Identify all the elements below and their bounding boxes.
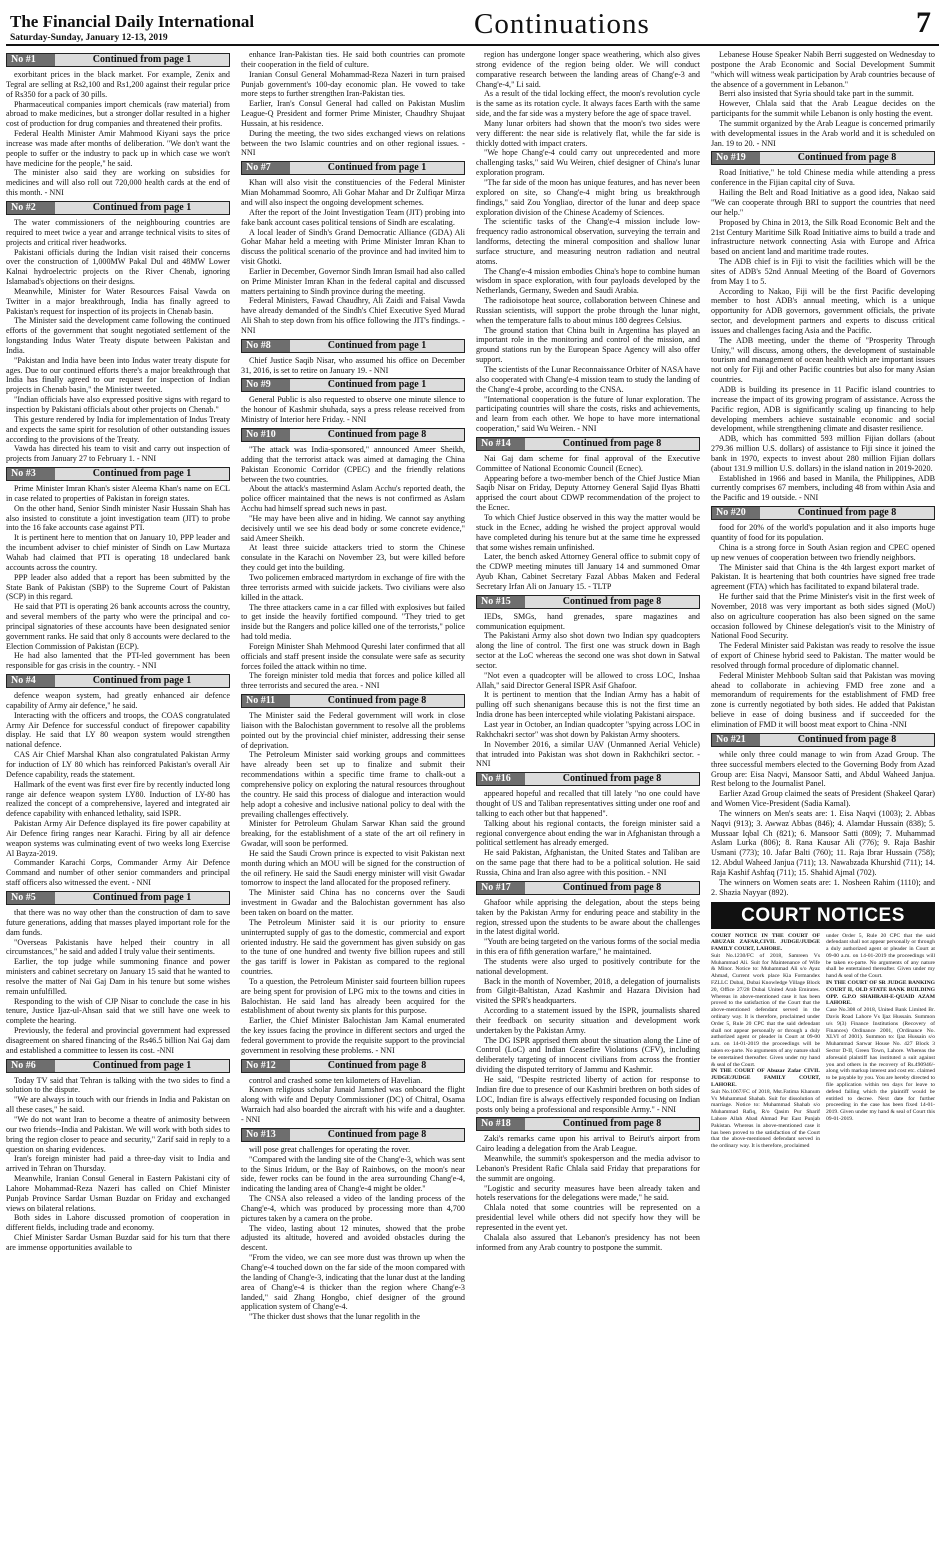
story-paragraph: The CNSA also released a video of the landing process of the Chang'e-4, which was produced by processing more than 4,700 pictures taken by a camera on the probe. [241, 1194, 465, 1223]
story-paragraph: "Not even a quadcopter will be allowed to cross LOC, Inshaa Allah," said Director General ISPR Asif Ghafoor. [476, 670, 700, 690]
story-paragraph: Commander Karachi Corps, Commander Army Air Defence Command and number of other senior commanders and principal staff officers also witnessed the event. - NNI [6, 858, 230, 888]
story-number: No #19 [712, 152, 760, 164]
story-paragraph: region has undergone longer space weathering, which also gives strong evidence of the region being older. We will conduct comparative research between the landing areas of Chang'e-3 and Chang'e-4," Li said. [476, 50, 700, 89]
story-paragraph: The Minister said the development came following the continued efforts of the government that sought negotiated settlement of the longstanding Indus Water Treaty dispute between Pakistan and India. [6, 316, 230, 355]
story-paragraph: "The far side of the moon has unique features, and has never been explored on site, so Chang'e-4 might bring us breakthrough findings," said Zou Yongliao, director of the lunar and deep space exploration division of the Chinese Academy of Sciences. [476, 177, 700, 217]
story-paragraph: After the report of the Joint Investigation Team (JIT) probing into fake bank account cases political tensions of Sindh are escalating. [241, 207, 465, 227]
story-paragraph: The Minister said China has no concerns over the Saudi investment in Gwadar and the Balochistan government has also been taken on board on the matter. [241, 888, 465, 917]
story-paragraph: Pakistan Army Air Defence displayed its fire power capability at Air Defence firing ranges near Karachi. Firing by all air defence weapon systems was culminating event of two weeks long Exercise Al Bayza-2019. [6, 819, 230, 858]
story-number: No #7 [242, 162, 290, 174]
story-header [6, 201, 230, 215]
story-header [711, 733, 935, 747]
story-paragraph: Lebanese House Speaker Nabih Berri suggested on Wednesday to postpone the Arab Economic and Social Development Summit "which will witness weak participation by Arab countries because of the absence of a government in Lebanon." [711, 50, 935, 89]
story-paragraph: that there was no way other than the construction of dam to save future generations, adding that masses played important role for the dam funds. [6, 907, 230, 937]
news-column-1 [6, 50, 230, 1550]
story-paragraph: To a question, the Petroleum Minister said fourteen billion rupees are being spent for provision of LPG mix to the towns and cities in Balochistan. He said land has already been acquired for the establishment of about twenty six plants for this purpose. [241, 976, 465, 1016]
section-title: Continuations [474, 8, 650, 40]
story-paragraph: A local leader of Sindh's Grand Democratic Alliance (GDA) Ali Gohar Mahar held a meeting with Prime Minister Imran Khan to discuss the political scenario of the province and had invited him to visit Ghotki. [241, 227, 465, 267]
story-header [6, 53, 230, 67]
story-paragraph: About the attack's mastermind Aslam Acchu's reported death, the police officer maintained that the news is not confirmed as Aslam Acchu had himself spread such news in past. [241, 484, 465, 514]
news-column-4 [711, 50, 935, 1550]
story-header [711, 151, 935, 165]
story-paragraph: The students were also urged to positively contribute for the national development. [476, 956, 700, 976]
story-paragraph: while only three could manage to win from Azad Group. The three successful members elected to the Governing Body from Azad Group are: Eisa Naqvi, Mansoor Satti, and Abdul Waheed Janjua. Rest belong to the Journalist Panel. [711, 749, 935, 789]
story-continued-label: Continued from page 1 [55, 675, 229, 687]
story-paragraph: Pakistani officials during the Indian visit raised their concerns over the construction of 1,000MW Pakal Dul and 48MW Lower Kalnai hydroelectric projects on the River Chenab, ignoring Islamabad's objections on their designs. [6, 247, 230, 287]
story-paragraph: Later, the bench asked Attorney General office to submit copy of the CDWP meeting minutes till January 14 and summoned Omar Ayub Khan, Cabinet Secretary Fazal Abbas Maken and Federal Secretary Irfan Ali on January 15. - TLTP [476, 552, 700, 591]
story-paragraph: "International cooperation is the future of lunar exploration. The participating countries will share the costs, risks and achievements, and learn from each other. We hope to have more international cooperation," said Wu Weiren. - NNI [476, 394, 700, 434]
story-paragraph: The Minister said the Federal government will work in close liaison with the Balochistan government to resolve all the problems pointed out by the provincial chief minister, addressing their sense of deprivation. [241, 711, 465, 750]
story-paragraph: He said, "Despite restricted liberty of action for response to Indian fire due to presence of our Kashmiri brethren on both sides of LOC, Indian fire is always effectively responded focusing on Indian posts only being a professional and responsible Army." - NNI [476, 1075, 700, 1114]
story-paragraph: "From the video, we can see more dust was thrown up when the Chang'e-4 touched down on the far side of the moon compared with the landing of Chang'e-3, indicating that the lunar dust at the landing area of Chang'e-4 is thicker than the region where Chang'e-3 landed," said Zhang Hongbo, chief designer of the ground application system of Chang'e-4. [241, 1253, 465, 1312]
story-continued-label: Continued from page 1 [55, 54, 229, 66]
story-header [241, 378, 465, 392]
story-paragraph: Two policemen embraced martyrdom in exchange of fire with the three terrorists armed with suicide jackets. Two civilians were also killed in the attack. [241, 572, 465, 602]
court-notice-right [826, 933, 935, 1151]
story-paragraph: Zaki's remarks came upon his arrival to Beirut's airport from Cairo leading a delegation from the Arab League. [476, 1134, 700, 1154]
story-continued-label: Continued from page 8 [525, 1118, 699, 1130]
story-paragraph: In November 2016, a similar UAV (Unmanned Aerial Vehicle) that intruded into Pakistan was shot down in Rakhchikri sector. - NNI [476, 739, 700, 769]
story-paragraph: IEDs, SMGs, hand grenades, spare magazines and communication equipment. [476, 611, 700, 631]
story-paragraph: The ADB chief is in Fiji to visit the facilities which will be the sites of ADB's 52nd Annual Meeting of the Board of Governors from May 1 to 5. [711, 257, 935, 286]
story-paragraph: According to Nakao, Fiji will be the first Pacific developing member to host ADB's annual meeting, which is a unique opportunity for ADB governors, government officials, the private sector, and development partners and experts to discuss critical issues and challenges facing Asia and the Pacific. [711, 286, 935, 335]
story-paragraph: It is pertinent to mention that the Indian Army has a habit of pulling off such shenanigans because this is not the first time an India drone has been intercepted while violating Pakistani airspace. [476, 690, 700, 720]
story-number: No #13 [242, 1129, 290, 1141]
story-paragraph: The Petroleum Minister said it is our priority to ensure uninterrupted supply of gas to the domestic, commercial and export oriented industry. He said the government has given subsidy on gas to the tune of one hundred and twenty five billion rupees and still the gas tariff is lower in Pakistan as compared to the regional countries. [241, 917, 465, 977]
story-header [476, 595, 700, 609]
court-notice-text: Suit No.1230/FC of 2018, Samreen Vs Muhammad Ali. Suit for Maintenance of Wife & Minor. Notice to: Muhammad Ali s/o Ayaz Ahmad, Current work place Kia Formandex FZLLC Dubai, Dubai Knowledge Village Block 20, Office 27/28 Dubai United Arab Emirates. Whereas in above-mentioned case it has been proved to the satisfaction of the Court that the above-mentioned defendant served in the ordinary way. It is therefore, proclaimed under Order 5, Rule 20 CPC that the said defendant shall not appear personally or through a duly authorized agent or pleader in Court at 09-00 a.m. on 14-01-2019 the proceedings will be taken ex-parte. No arguments of any nature shall be entertained thereafter. Given under my hand & seal of the Court. [711, 952, 820, 1068]
story-paragraph: Foreign Minister Shah Mehmood Qureshi later confirmed that all officials and staff present inside the consulate were safe as security forces foiled the attack within no time. [241, 641, 465, 671]
story-continued-label: Continued from page 8 [290, 1060, 464, 1072]
story-paragraph: "He may have been alive and in hiding. We cannot say anything decisively until we see his dead body or some concrete evidence," said Ameer Sheikh. [241, 513, 465, 543]
story-paragraph: On the other hand, Senior Sindh minister Nasir Hussain Shah has also insisted to constitute a joint investigation team (JIT) to probe into the 16 fake accounts case against PTI. [6, 503, 230, 533]
story-paragraph: The summit organized by the Arab League is concerned primarily with developmental issues in the Arab world and it is scheduled on Jan. 19 to 20. - NNI [711, 118, 935, 148]
story-paragraph: Minister for Petroleum Ghulam Sarwar Khan said the ground breaking, for the establishment of a state of the art oil refinery in Gwadar, will soon be performed. [241, 819, 465, 849]
story-paragraph: Earlier, the Chief Minister Balochistan Jam Kamal enumerated the key issues facing the province in different sectors and urged the federal government to provide the requisite support to the provincial government in resolving these problems. - NNI [241, 1016, 465, 1055]
story-paragraph: "Pakistan and India have been into Indus water treaty dispute for ages. Due to our continued efforts there's a major breakthrough that India has finally agreed to our request for inspection of Indian projects in Chenab basin," the Minister tweeted. [6, 355, 230, 395]
story-paragraph: Today TV said that Tehran is talking with the two sides to find a solution to the dispute. [6, 1075, 230, 1095]
story-paragraph: Meanwhile, Minister for Water Resources Faisal Vawda on Twitter in a major breakthrough, India has finally agreed to Pakistan's request for inspection of its projects in Chenab basin. [6, 286, 230, 316]
story-number: No #18 [477, 1118, 525, 1130]
story-paragraph: food for 20% of the world's population and it also imports huge quantity of food for its population. [711, 523, 935, 542]
story-paragraph: "We hope Chang'e-4 could carry out unprecedented and more challenging tasks," said Wu Weiren, chief designer of China's lunar exploration program. [476, 148, 700, 178]
story-paragraph: The scientists of the Lunar Reconnaissance Orbiter of NASA have also cooperated with Chang'e-4 mission team to study the landing of the Chang'e-4 probe, according to the CNSA. [476, 365, 700, 394]
story-paragraph: Meanwhile, Iranian Consul General in Eastern Pakistani city of Lahore Mohammad-Reza Nazeri has called on Chief Minister Punjab Province Sardar Usman Buzdar on Friday and exchanged views on bilateral relations. [6, 1174, 230, 1213]
story-paragraph: Many lunar orbiters had shown that the moon's two sides were very different: the near side is relatively flat, while the far side is thickly dotted with impact craters. [476, 118, 700, 148]
story-header [476, 1117, 700, 1131]
story-number: No #21 [712, 734, 760, 746]
story-number: No #17 [477, 882, 525, 894]
story-paragraph: Earlier in December, Governor Sindh Imran Ismail had also called on Prime Minister Imran Khan in the federal capital and discussed matters pertaining to Sindh province during the meeting. [241, 266, 465, 296]
court-notice-left [711, 933, 820, 1151]
story-paragraph: The video, lasting about 12 minutes, showed that the probe adjusted its altitude, hovered and avoided obstacles during the descent. [241, 1223, 465, 1253]
story-paragraph: will pose great challenges for operating the rover. [249, 1144, 411, 1154]
court-notice-text: under Order 5, Rule 20 CPC that the said defendant shall not appear personally or through a duly authorized agent or pleader in Court at 09-00 a.m. on 14-01-2019 the proceedings will be taken ex-parte. No arguments of any nature shall be entertained thereafter. Given under my hand & seal of the Court. [826, 932, 935, 980]
story-paragraph: At least three suicide attackers tried to storm the Chinese consulate in the Karachi on November 23, but were killed before they could get into the building. [241, 543, 465, 573]
story-paragraph: "Logistic and security measures have been already taken and hotels reservations for the delegations were made," he said. [476, 1183, 700, 1203]
story-paragraph: To which Chief Justice observed in this way the matter would be stuck in the Ecnec, adding he wished the project approval would have completed during his tenure but at the same time he expressed that some wishes remain unfinished. [476, 512, 700, 552]
story-continued-label: Continued from page 8 [525, 773, 699, 785]
story-paragraph: Chlala noted that some countries will be represented on a presidential level while others did not specify how they will be represented in the event yet. [476, 1203, 700, 1232]
story-paragraph: Earlier, Iran's Consul General had called on Pakistan Muslim League-Q President and former Prime Minister, Chaudhry Shujaat Hussain, at his residence. [241, 99, 465, 128]
story-paragraph: He further said that the Prime Minister's visit in the first week of November, 2018 was very important as both sides signed (MoU) also on agriculture cooperation has also been signed on the same occasion followed by Chinese delegation's visit to the Ministry of National Food Security. [711, 592, 935, 641]
story-continued-label: Continued from page 8 [760, 507, 934, 519]
story-paragraph: Chief Minister Sardar Usman Buzdar said for his turn that there are immense opportunities available to [6, 1233, 230, 1252]
story-continued-label: Continued from page 8 [290, 429, 464, 441]
story-continued-label: Continued from page 1 [55, 468, 229, 480]
story-header [6, 674, 230, 688]
story-header [476, 437, 700, 451]
story-paragraph: Iran's foreign minister had paid a three-day visit to India and arrived in Tehran on Thursday. [6, 1154, 230, 1174]
story-paragraph: Back in the month of November, 2018, a delegation of journalists from Gilgit-Baltistan, Azad Kashmir and Hazara Division had visited the SPR's headquarters. [476, 976, 700, 1006]
story-number: No #1 [7, 54, 55, 66]
story-continued-label: Continued from page 1 [55, 892, 229, 904]
story-paragraph: Road Initiative," he told Chinese media while attending a press conference in the Fijian capital city of Suva. [711, 168, 935, 188]
story-paragraph: The Federal Minister said Pakistan was ready to resolve the issue of export of Chinese hybrid seed to Pakistan. The matter would be resolved through formal procedure of diplomatic channel. [711, 641, 935, 670]
story-paragraph: He had also lamented that the PTI-led government has been responsible for gas crisis in the country. - NNI [6, 651, 230, 671]
story-header [241, 428, 465, 442]
story-paragraph: He said the Saudi Crown prince is expected to visit Pakistan next month during which an MOU will be signed for the construction of the oil refinery. He said the Saudi energy minister will visit Gwadar tomorrow to inspect the land allocated for the proposed refinery. [241, 848, 465, 888]
story-paragraph: Last year in October, an Indian quadcopter "spying across LOC in Rakhchakri sector" was shot down by Pakistan Army shooters. [476, 720, 700, 739]
story-paragraph: "We do not want Iran to become a theatre of animosity between our two friends--India and Pakistan. We will work with both sides to bring the region closer to peace and security," Zarif said in reply to a question on sharing evidences. [6, 1115, 230, 1154]
story-paragraph: He said that PTI is operating 26 bank accounts across the country, and several members of the party who were the principal and co-principal signatories of these accounts have been designated senior government ranks. He said that only 8 accounts were declared to the Election Commission of Pakistan (ECP). [6, 602, 230, 651]
story-paragraph: "The thicker dust shows that the lunar regolith in the [249, 1312, 420, 1322]
story-paragraph: Responding to the wish of CJP Nisar to conclude the case in his tenure, Justice Ijaz-ul-Ahsan said that we still have one week to complete the hearing. [6, 996, 230, 1026]
story-paragraph: The winners on Women seats are: 1. Nosheen Rahim (1110); and 2. Shazia Nayyar (892). [711, 877, 935, 897]
story-header [241, 161, 465, 175]
story-number: No #5 [7, 892, 55, 904]
story-continued-label: Continued from page 8 [760, 152, 934, 164]
story-continued-label: Continued from page 8 [760, 734, 934, 746]
newspaper-name: The Financial Daily International [10, 12, 255, 31]
story-paragraph: The water commissioners of the neighbouring countries are required to meet twice a year and arrange technical visits to sites of projects and critical river headworks. [6, 217, 230, 247]
story-paragraph: General Public is also requested to observe one minute silence to the honour of Kashmir shuhada, says a press release received from Ministry of Interior here Friday. - NNI [241, 395, 465, 425]
story-paragraph: Interacting with the officers and troops, the COAS congratulated Army Air Defence for successful conduct of firepower capability display. He said that LY 80 weapon system would strengthen national defence. [6, 710, 230, 750]
story-paragraph: Pharmaceutical companies import chemicals (raw material) from abroad to make medicines, but a stronger dollar resulted in a higher cost of production for drug companies and threatened their profits. [6, 99, 230, 129]
story-continued-label: Continued from page 8 [290, 695, 464, 707]
story-paragraph: Proposed by China in 2013, the Silk Road Economic Belt and the 21st Century Maritime Silk Road Initiative aims to build a trade and infrastructure network connecting Asia with Europe and Africa based on ancient land and maritime trade routes. [711, 217, 935, 257]
story-paragraph: Both sides in Lahore discussed promotion of cooperation in different fields, including trade and economy. [6, 1213, 230, 1233]
court-notices [711, 933, 935, 1151]
story-paragraph: Khan will also visit the constituencies of the Federal Minister Mian Mohammad Soomro, Ali Gohar Mahar and Dr Zulfiqar Mirza and will also inspect the ongoing development schemes. [241, 178, 465, 207]
story-paragraph: During the meeting, the two sides exchanged views on relations between the two Islamic countries and on other regional issues. - NNI [241, 128, 465, 158]
news-column-3 [476, 50, 700, 1550]
column-4-stories [711, 50, 935, 898]
story-paragraph: control and crashed some ten kilometers of Havelian. [249, 1075, 423, 1085]
story-paragraph: Federal Minister Mehboob Sultan said that Pakistan was moving ahead to collaborate in achieving FMD free zone and a memorandum of requirements for the establishment of FMD free zone is currently negotiated by both sides. He added that Pakistan believe in ease of doing business and if succeeded for the elimination of FMD it will boost meat export to China -NNI [711, 670, 935, 729]
story-header [6, 1059, 230, 1073]
story-paragraph: The ground station that China built in Argentina has played an important role in the monitoring and control of the mission, and ground stations run by the European Space Agency will also offer support. [476, 325, 700, 365]
story-number: No #15 [477, 596, 525, 608]
story-header [241, 694, 465, 708]
story-number: No #4 [7, 675, 55, 687]
story-number: No #3 [7, 468, 55, 480]
story-number: No #9 [242, 379, 290, 391]
story-paragraph: The ADB meeting, under the theme of "Prosperity Through Unity," will discuss, among others, the development of sustainable tourism and management of ocean health which are important issues not only for Fiji and other Pacific countries but also for many Asian countries. [711, 335, 935, 385]
story-paragraph: Hallmark of the event was first ever fire by recently inducted long range air defence weapon system LY80. Induction of LY-80 has realized the concept of a comprehensive, layered and integrated air defence capability with enhanced lethality, said ISPR. [6, 779, 230, 819]
story-paragraph: Vawda has directed his team to visit and carry out inspection of projects from January 27 to February 1. - NNI [6, 444, 230, 464]
story-paragraph: Earlier, the top judge while summoning finance and power ministers and cabinet secretary on January 15 said that he wanted to resolve the matter of Nai Gaj Dam in his tenure but some wishes remain unfulfilled. [6, 957, 230, 996]
story-number: No #16 [477, 773, 525, 785]
story-paragraph: The DG ISPR apprised them about the situation along the Line of Control (LoC) and Indian Ceasefire Violations (CFV), including deliberately targeting of innocent civilians from across the frontier dividing the disputed territory of Jammu and Kashmir. [476, 1035, 700, 1075]
story-paragraph: CAS Air Chief Marshal Khan also congratulated Pakistan Army for induction of LY 80 which has reinforced Pakistan's overall Air Defence capability, reads the statement. [6, 750, 230, 779]
story-paragraph: "The attack was India-sponsored," announced Ameer Sheikh, adding that the terrorist attack was aimed at damaging the China Pakistan Economic Corridor (CPEC) and the friendly relations between the two countries. [241, 445, 465, 484]
story-paragraph: He said Pakistan, Afghanistan, the United States and Taliban are on the same page that there had to be a political solution. He said Russia, China and Iran also agree with this position. - NNI [476, 848, 700, 877]
issue-date: Saturday-Sunday, January 12-13, 2019 [10, 33, 168, 43]
story-paragraph: Appearing before a two-member bench of the Chief Justice Mian Saqib Nisar on Friday, Deputy Attorney General Sajid Ilyas Bhatti apprised the court about CDWP recommendation of the project to the Ecnec. [476, 473, 700, 513]
story-paragraph: The scientific tasks of the Chang'e-4 mission include low-frequency radio astronomical observation, surveying the terrain and landforms, detecting the mineral composition and shallow lunar surface structure, and measuring neutron radiation and neutral atoms. [476, 217, 700, 266]
story-number: No #12 [242, 1060, 290, 1072]
court-notice-title: IN THE COURT OF Abuzar Zafar CIVIL JUDGE/JUDGE FAMILY COURT, LAHORE. [711, 1068, 820, 1089]
story-paragraph: PPP leader also added that a report has been submitted by the State Bank of Pakistan (SBP) to the Supreme Court of Pakistan (SCP) in this regard. [6, 572, 230, 602]
story-number: No #11 [242, 695, 290, 707]
story-paragraph: Berri also insisted that Syria should take part in the summit. [719, 89, 914, 99]
court-notice-text: Case No.308 of 2018, United Bank Limited Br. Davis Road Lahore Vs Ijaz Hussain. Summon u/s 9(3) Finance Institutions (Recovery of Finances) Ordinance 2001, (Ordinance No. XLVI of 2001). Summon to: Ijaz Hussain s/o Muhammad Sarwar House No. 427 Block 3 Sector D-II, Green Town, Lahore. Whereas the aforesaid plaintiff has instituted a suit against you and others in the recovery of Rs.490946/- along with markup interest and cost etc. claimed to be payable by you. You are hereby directed to file application within ten days for leave to defend failing which the plaintiff would be entitled to decree. Next date for further proceeding in the case has been fixed 14-01-2019. Given under my hand & seal of Court this 09-01-2019. [826, 1007, 935, 1123]
story-paragraph: Prime Minister Imran Khan's sister Aleema Khan's name on ECL in case related to properties of Pakistan in foreign states. [6, 484, 230, 503]
story-header [6, 891, 230, 905]
story-header [241, 339, 465, 353]
story-paragraph: Ghafoor while apprising the delegation, about the steps being taken by the Pakistan Army for enduring peace and stability in the region, stressed upon the students to be aware about the challenges in the latest digital world. [476, 897, 700, 937]
story-paragraph: The winners on Men's seats are: 1. Eisa Naqvi (1003); 2. Abbas Naqvi (913); 3. Awwaz Abbas (846); 4. Alamdar Hussain (838); 5. Mussaar Iqbal Ch (821); 6. Mansoor Satti (809); 7. Muhammad Aslam Lurka (806); 8. Rana Kausar Ali (776); 9. Raja Bashir Usmani (773); 10. Jafar Balti (760); 11. Raja Ibrar Hussain (758); 12. Abdul Waheed Janjua (711); 13. Nawabzada Khurshid (711); 14. Raja Kashif Ashfaq (711); 15. Shahid Ajmal (702). [711, 808, 935, 877]
story-paragraph: Chalala also assured that Lebanon's presidency has not been informed from any Arab country to postpone the summit. [476, 1232, 700, 1252]
story-paragraph: exorbitant prices in the black market. For example, Zenix and Tegral are selling at Rs2,100 and Rs1,200 against their regular price of Rs350 for a pack of 30 pills. [6, 70, 230, 99]
story-paragraph: Established in 1966 and based in Manila, the Philippines, ADB currently comprises 67 members, including 48 from within Asia and the Pacific and 19 outside. - NNI [711, 473, 935, 503]
story-paragraph: defence weapon system, had greatly enhanced air defence capability of Army air defence," he said. [6, 691, 230, 710]
story-paragraph: The foreign minister told media that forces and police killed all three terrorists and secured the area. - NNI [241, 671, 465, 691]
story-paragraph: However, Chlala said that the Arab League decides on the participants for the summit while Lebanon is only hosting the event. [711, 99, 935, 119]
story-continued-label: Continued from page 1 [290, 379, 464, 391]
page-number: 7 [916, 6, 931, 39]
story-paragraph: The radioisotope heat source, collaboration between Chinese and Russian scientists, will support the probe through the lunar night, when the temperature falls to about minus 180 degrees Celsius. [476, 296, 700, 325]
story-paragraph: ADB, which has committed 593 million Fijian dollars (about 279.36 million U.S. dollars) of assistance to Fiji since it joined the bank in 1970, expects to invest about 280 million Fijian dollars (about 131.9 million U.S. dollars) in the island nation in 2019-2020. [711, 434, 935, 473]
story-paragraph: Talking about his regional contacts, the foreign minister said a regional convergence about ending the war in Afghanistan through a political settlement has already emerged. [476, 818, 700, 848]
story-continued-label: Continued from page 8 [525, 438, 699, 450]
story-paragraph: It is pertinent here to mention that on January 10, PPP leader and the incumbent adviser to chief minister of Sindh on Law Murtaza Wahab had claimed that PTI is operating 18 undeclared bank accounts across the country. [6, 533, 230, 572]
story-header [241, 1059, 465, 1073]
story-continued-label: Continued from page 8 [525, 596, 699, 608]
story-number: No #8 [242, 340, 290, 352]
story-header [241, 1128, 465, 1142]
story-paragraph: The three attackers came in a car filled with explosives but failed to get inside the heavily fortified compound. "They tried to get inside but the Rangers and police killed one of the terrorists," police had told media. [241, 602, 465, 642]
story-paragraph: The Pakistani Army also shot down two Indian spy quadcopters along the line of control. The first one was struck down in Bagh sector at the LoC whereas the second one was shot down in Satwal sector. [476, 631, 700, 670]
story-paragraph: Nai Gaj dam scheme for final approval of the Executive Committee of National Economic Council (Ecnec). [476, 453, 700, 473]
story-paragraph: China is a strong force in South Asian region and CPEC opened up new venues of cooperation between two friendly neighbors. [711, 542, 935, 562]
story-header [6, 467, 230, 481]
story-paragraph: "We are always in touch with our friends in India and Pakistan on all these cases," he said. [6, 1095, 230, 1115]
story-paragraph: According to a statement issued by the ISPR, journalists shared their feedback on security situation and development work undertaken by the Pakistan Army. [476, 1006, 700, 1035]
story-paragraph: Meanwhile, the summit's spokesperson and the media advisor to Lebanon's President Rafic Chlala said Friday that preparations for the summit are ongoing. [476, 1154, 700, 1183]
story-continued-label: Continued from page 8 [525, 882, 699, 894]
story-continued-label: Continued from page 1 [55, 1060, 229, 1072]
news-column-2 [241, 50, 465, 1550]
story-number: No #6 [7, 1060, 55, 1072]
story-continued-label: Continued from page 8 [290, 1129, 464, 1141]
story-paragraph: enhance Iran-Pakistan ties. He said both countries can promote their cooperation in the field of culture. [241, 50, 465, 69]
court-notices-heading: COURT NOTICES [711, 902, 935, 929]
story-paragraph: This gesture rendered by India for implementation of Indus Treaty and expects the same spirit for resolution of other outstanding issues according to the provisions of the Treaty. [6, 414, 230, 444]
story-continued-label: Continued from page 1 [290, 340, 464, 352]
story-paragraph: appeared hopeful and recalled that till lately "no one could have thought of US and Taliban representatives sitting under one roof and talking to each other but that happened". [476, 789, 700, 818]
story-continued-label: Continued from page 1 [290, 162, 464, 174]
story-paragraph: "Indian officials have also expressed positive signs with regard to inspection by Pakistani officials about other projects on Chenab." [6, 395, 230, 414]
story-paragraph: Previously, the federal and provincial government had expressed disagreement on shared financing of the Rs46.5 billion Nai Gaj dam and established a committee to lessen its cost. -NNI [6, 1026, 230, 1055]
court-notice-text: Suit No.1067/FC of 2018, Mst.Fatima Khanum Vs Muhammad Shahab. Suit for dissolution of marriage. Notice to: Muhammad Shahab s/o Muhammad Rafiq, R/o Qasim Pur Sharif Lahore Allah Abad Ahmad Pur East Punjab Pakistan. Whereas in above-mentioned case it has been proved to the satisfaction of the Court that the above-mentioned defendant served in the ordinary way. It is therefore, proclaimed [711, 1088, 820, 1150]
story-paragraph: As a result of the tidal locking effect, the moon's revolution cycle is the same as its rotation cycle. It always faces Earth with the same side, and the far side was a mystery before the age of space travel. [476, 89, 700, 119]
story-number: No #20 [712, 507, 760, 519]
story-paragraph: Iranian Consul General Mohammad-Reza Nazeri in turn praised Punjab government's 100-day economic plan. He vowed to take more steps to further strengthen Iran-Pakistan ties. [241, 69, 465, 99]
story-paragraph: The minister also said they are working on subsidies for medicines and will also roll out 720,000 health cards at the end of this month. - NNI [6, 168, 230, 198]
story-paragraph: Federal Ministers, Fawad Chaudhry, Ali Zaidi and Faisal Vawda have already demanded of the Sindh's Chief Executive Syed Murad Ali Shah to step down from his office following the JIT's findings. - NNI [241, 296, 465, 335]
story-paragraph: Chief Justice Saqib Nisar, who assumed his office on December 31, 2016, is set to retire on January 19. - NNI [241, 355, 465, 375]
story-header [476, 881, 700, 895]
story-number: No #14 [477, 438, 525, 450]
story-paragraph: The Petroleum Minister said working groups and committees have already been set up to finalize and submit their recommendations within a specific time frame to chalk-out a comprehensive policy on exploring the natural resources throughout the country. He said this process of dialogue and interaction would help adopt a cohesive and inclusive national policy to deal with the prevailing challenges effectively. [241, 750, 465, 819]
story-number: No #10 [242, 429, 290, 441]
story-continued-label: Continued from page 1 [55, 202, 229, 214]
story-header [711, 506, 935, 520]
court-notice-title: IN THE COURT OF SR JUDGE BANKING COURT II, OLD STATE BANK BUILDING OPP. G.P.O SHAHRAH-E-QUAID AZAM LAHORE. [826, 980, 935, 1007]
story-number: No #2 [7, 202, 55, 214]
story-paragraph: "Overseas Pakistanis have helped their country in all circumstances," he said and added I truly value their sentiments. [6, 937, 230, 957]
story-paragraph: ADB is building its presence in 11 Pacific island countries to increase the impact of its growing program of assistance. Across the Pacific region, ADB is significantly scaling up financing to help developing members achieve sustainable economic and social development, while strengthening climate and disaster resilience. [711, 385, 935, 434]
story-header [476, 772, 700, 786]
story-paragraph: "Compared with the landing site of the Chang'e-3, which was sent to the Sinus Iridum, or the Bay of Rainbows, on the moon's near side, fewer rocks can be found in the area surrounding Chang'e-4, indicating the landing area of Chang'e-4 might be older." [241, 1154, 465, 1194]
court-notice-title: COURT NOTICE IN THE COURT OF ABUZAR ZAFAR,CIVIL JUDGE/JUDGE FAMILY COURT, LAHORE. [711, 932, 820, 953]
masthead [6, 6, 939, 46]
story-paragraph: Known religious scholar Junaid Jamshed was onboard the flight along with wife and Deputy Commissioner (DC) of Chitral, Osama Warraich had also boarded the aircraft with his wife and a daughter. - NNI [241, 1085, 465, 1124]
story-paragraph: "Youth are being targeted on the various forms of the social media in this era of fifth generation warfare," he maintained. [476, 937, 700, 957]
story-paragraph: Earlier Azad Group claimed the seats of President (Shakeel Qarar) and Women Vice-President (Sadia Kamal). [711, 789, 935, 809]
story-paragraph: Hailing the Belt and Road Initiative as a good idea, Nakao said "We can cooperate through BRI to support the countries that need our help." [711, 188, 935, 217]
story-paragraph: The Chang'e-4 mission embodies China's hope to combine human wisdom in space exploration, with four payloads developed by the Netherlands, Germany, Sweden and Saudi Arabia. [476, 266, 700, 296]
story-paragraph: Federal Health Minister Amir Mahmood Kiyani says the price increase was made after months of deliberation. "We don't want the people to suffer or the industry to pack up in which case we won't have medicine for the people," he said. [6, 129, 230, 168]
story-paragraph: The Minister said that China is the 4th largest export market of Pakistan. It is heartening that both countries have signed free trade agreement (FTA) which has facilitated to expand bilateral trade. [711, 562, 935, 592]
